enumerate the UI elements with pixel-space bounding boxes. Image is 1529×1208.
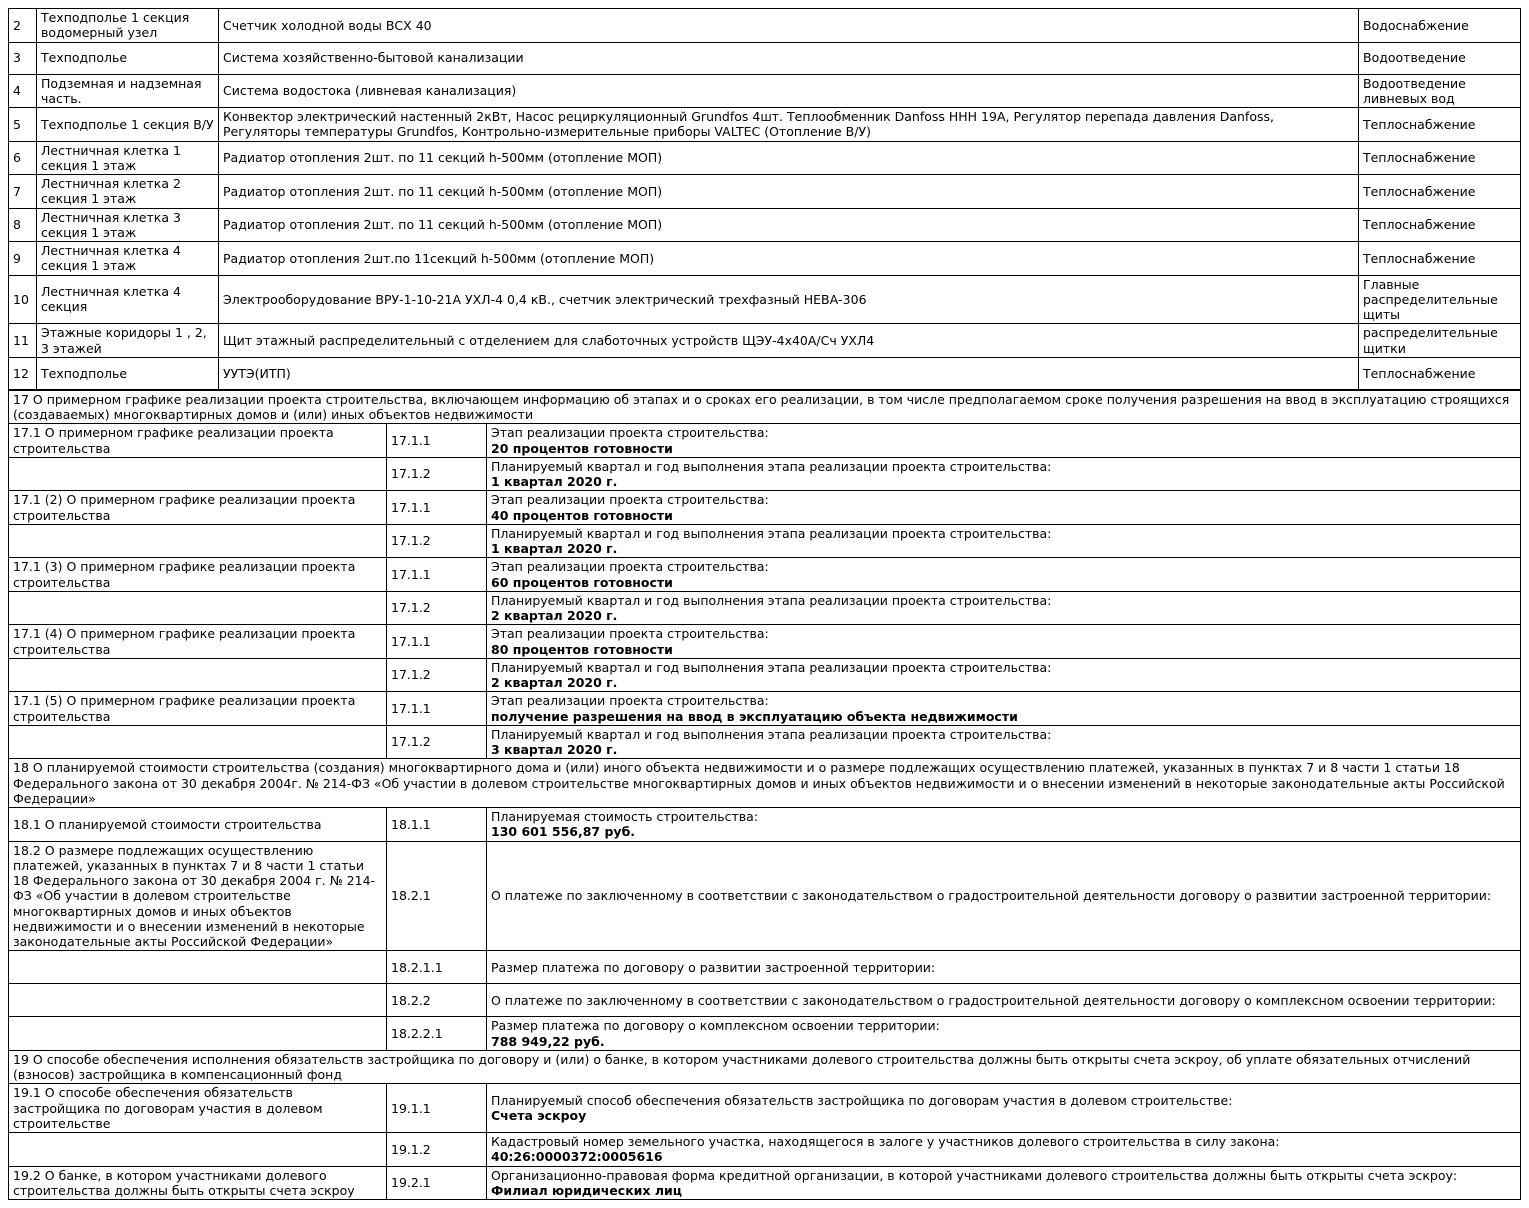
cell-item-code: 17.1.2 — [387, 457, 487, 491]
cell-item-code: 17.1.1 — [387, 692, 487, 726]
content-text: Планируемая стоимость строительства: — [491, 809, 759, 824]
equipment-row — [9, 175, 1521, 209]
cell-item-content — [487, 692, 1521, 726]
cell-item-label: 17.1 О примерном графике реализации проекта строительства — [9, 424, 387, 458]
cell-item-content — [487, 725, 1521, 759]
cell-item-content — [487, 808, 1521, 842]
cell-item-content — [487, 524, 1521, 558]
section-header-row — [9, 390, 1521, 424]
cell-row-number: 11 — [9, 324, 37, 358]
cell-item-content — [487, 424, 1521, 458]
cell-location: Техподполье 1 секция водомерный узел — [37, 9, 219, 43]
cell-item-code: 18.2.2.1 — [387, 1017, 487, 1051]
cell-item-label: 17.1 (3) О примерном графике реализации проекта строительства — [9, 558, 387, 592]
content-text: О платеже по заключенному в соответствии с законодательством о градостроительной деятельности договору о комплексном освоении территории: — [491, 992, 1496, 1008]
cell-item-label: 17.1 (5) О примерном графике реализации проекта строительства — [9, 692, 387, 726]
cell-item-content — [487, 1133, 1521, 1167]
cell-item-label — [9, 725, 387, 759]
section-row — [9, 524, 1521, 558]
equipment-row — [9, 108, 1521, 142]
cell-item-code: 17.1.1 — [387, 625, 487, 659]
content-value: получение разрешения на ввод в эксплуатацию объекта недвижимости — [491, 708, 1018, 724]
cell-description: Радиатор отопления 2шт.по 11секций h-500мм (отопление МОП) — [219, 242, 1359, 276]
cell-description: Радиатор отопления 2шт. по 11 секций h-500мм (отопление МОП) — [219, 141, 1359, 175]
cell-location: Техподполье — [37, 357, 219, 389]
cell-item-label: 17.1 (2) О примерном графике реализации проекта строительства — [9, 491, 387, 525]
cell-description: Конвектор электрический настенный 2кВт, Насос рециркуляционный Grundfos 4шт. Теплообменник Danfoss HHН 19А, Регулятор перепада давления Danfoss, Регуляторы температуры Grundfos, Контрольно-измерительные приборы VALTEC (Отопление В/У) — [219, 108, 1359, 142]
section-table-17 — [8, 390, 1521, 760]
cell-item-content — [487, 491, 1521, 525]
section-row — [9, 625, 1521, 659]
cell-row-number: 6 — [9, 141, 37, 175]
cell-location: Техподполье — [37, 42, 219, 74]
cell-item-content — [487, 1166, 1521, 1200]
content-text: Этап реализации проекта строительства: — [491, 559, 769, 575]
section-row — [9, 951, 1521, 984]
cell-category: Главные распределительные щиты — [1359, 275, 1521, 324]
section-title-18: 18 О планируемой стоимости строительства (создания) многоквартирного дома и (или) иного объекта недвижимости и о размере подлежащих осуществлению платежей, указанных в пунктах 7 и 8 части 1 статьи 18 Федерального закона от 30 декабря 2004г. № 214-ФЗ «Об участии в долевом строительстве многоквартирных домов и иных объектов недвижимости и о внесении изменений в некоторые законодательные акты Российской Федерации» — [9, 759, 1521, 808]
cell-item-content — [487, 841, 1521, 951]
cell-item-label: 19.1 О способе обеспечения обязательств застройщика по договорам участия в долевом строительстве — [9, 1084, 387, 1133]
content-text: Этап реализации проекта строительства: — [491, 492, 769, 508]
cell-item-label — [9, 984, 387, 1017]
cell-item-label — [9, 1017, 387, 1051]
cell-description: Щит этажный распределительный с отделением для слаботочных устройств ЩЭУ-4х40А/Сч УХЛ4 — [219, 324, 1359, 358]
equipment-table — [8, 8, 1521, 390]
cell-category: Теплоснабжение — [1359, 141, 1521, 175]
cell-description: Система хозяйственно-бытовой канализации — [219, 42, 1359, 74]
cell-location: Лестничная клетка 1 секция 1 этаж — [37, 141, 219, 175]
content-text: Планируемый квартал и год выполнения этапа реализации проекта строительства: — [491, 726, 1052, 742]
cell-item-content — [487, 1084, 1521, 1133]
cell-location: Техподполье 1 секция В/У — [37, 108, 219, 142]
cell-description: Радиатор отопления 2шт. по 11 секций h-500мм (отопление МОП) — [219, 208, 1359, 242]
section-row — [9, 1017, 1521, 1051]
content-text: Планируемый квартал и год выполнения этапа реализации проекта строительства: — [491, 525, 1052, 541]
cell-item-code: 17.1.1 — [387, 424, 487, 458]
section-row — [9, 457, 1521, 491]
cell-location: Лестничная клетка 4 секция — [37, 275, 219, 324]
content-text: Этап реализации проекта строительства: — [491, 425, 769, 441]
sections — [8, 390, 1521, 1200]
cell-item-code: 19.1.2 — [387, 1133, 487, 1167]
cell-item-code: 18.2.1 — [387, 841, 487, 951]
content-text: Организационно-правовая форма кредитной организации, в которой участниками долевого строительства должны быть открыты счета эскроу: — [491, 1167, 1458, 1183]
cell-item-label: 18.2 О размере подлежащих осуществлению платежей, указанных в пунктах 7 и 8 части 1 статьи 18 Федерального закона от 30 декабря 2004 г. № 214-ФЗ «Об участии в долевом строительстве многоквартирных домов и иных объектов недвижимости и о внесении изменений в некоторые законодательные акты Российской Федерации» — [9, 841, 387, 951]
cell-item-content — [487, 558, 1521, 592]
content-value: 20 процентов готовности — [491, 440, 673, 456]
cell-location: Лестничная клетка 3 секция 1 этаж — [37, 208, 219, 242]
cell-item-content — [487, 951, 1521, 984]
section-title-17: 17 О примерном графике реализации проекта строительства, включающем информацию об этапах и о сроках его реализации, в том числе предполагаемом сроке получения разрешения на ввод в эксплуатацию строящихся (создаваемых) многоквартирных домов и (или) иных объектов недвижимости — [9, 390, 1521, 424]
cell-item-content — [487, 984, 1521, 1017]
content-value: 40 процентов готовности — [491, 507, 673, 523]
equipment-row — [9, 9, 1521, 43]
cell-location: Этажные коридоры 1 , 2, 3 этажей — [37, 324, 219, 358]
cell-category: Теплоснабжение — [1359, 175, 1521, 209]
cell-category: Водоотведение ливневых вод — [1359, 74, 1521, 108]
cell-item-content — [487, 457, 1521, 491]
cell-item-label: 17.1 (4) О примерном графике реализации проекта строительства — [9, 625, 387, 659]
content-value: Счета эскроу — [491, 1108, 587, 1124]
cell-item-code: 17.1.1 — [387, 558, 487, 592]
section-row — [9, 692, 1521, 726]
section-row — [9, 1084, 1521, 1133]
equipment-row — [9, 242, 1521, 276]
cell-category: Теплоснабжение — [1359, 208, 1521, 242]
cell-item-content — [487, 591, 1521, 625]
cell-item-label — [9, 591, 387, 625]
content-value: 788 949,22 руб. — [491, 1033, 605, 1049]
declaration-document — [8, 8, 1521, 1200]
content-value: 1 квартал 2020 г. — [491, 541, 618, 556]
cell-category: Теплоснабжение — [1359, 357, 1521, 389]
content-text: Планируемый квартал и год выполнения этапа реализации проекта строительства: — [491, 592, 1052, 608]
content-text: Этап реализации проекта строительства: — [491, 626, 769, 642]
section-title-19: 19 О способе обеспечения исполнения обязательств застройщика по договору и (или) о банке, в котором участниками долевого строительства должны быть открыты счета эскроу, об уплате обязательных отчислений (взносов) застройщика в компенсационный фонд — [9, 1050, 1521, 1084]
cell-item-code: 17.1.2 — [387, 591, 487, 625]
cell-row-number: 4 — [9, 74, 37, 108]
content-value: 2 квартал 2020 г. — [491, 608, 618, 623]
cell-item-content — [487, 658, 1521, 692]
cell-row-number: 9 — [9, 242, 37, 276]
cell-description: Радиатор отопления 2шт. по 11 секций h-500мм (отопление МОП) — [219, 175, 1359, 209]
content-value: 1 квартал 2020 г. — [491, 474, 618, 489]
cell-item-label — [9, 658, 387, 692]
cell-item-label — [9, 524, 387, 558]
cell-row-number: 5 — [9, 108, 37, 142]
equipment-row — [9, 208, 1521, 242]
cell-description: Система водостока (ливневая канализация) — [219, 74, 1359, 108]
cell-item-code: 18.2.2 — [387, 984, 487, 1017]
content-value: 40:26:0000372:0005616 — [491, 1149, 663, 1165]
content-value: 130 601 556,87 руб. — [491, 824, 636, 840]
content-text: Планируемый квартал и год выполнения этапа реализации проекта строительства: — [491, 659, 1052, 675]
section-row — [9, 984, 1521, 1017]
section-row — [9, 808, 1521, 842]
cell-description: Счетчик холодной воды ВСХ 40 — [219, 9, 1359, 43]
equipment-row — [9, 357, 1521, 389]
equipment-row — [9, 74, 1521, 108]
cell-item-label: 18.1 О планируемой стоимости строительства — [9, 808, 387, 842]
cell-row-number: 12 — [9, 357, 37, 389]
cell-item-content — [487, 1017, 1521, 1051]
section-table-18 — [8, 758, 1521, 1051]
cell-category: Водоснабжение — [1359, 9, 1521, 43]
cell-item-content — [487, 625, 1521, 659]
cell-category: Водоотведение — [1359, 42, 1521, 74]
content-text: Планируемый способ обеспечения обязательств застройщика по договорам участия в долевом строительстве: — [491, 1092, 1233, 1108]
section-row — [9, 1166, 1521, 1200]
equipment-row — [9, 42, 1521, 74]
content-text: Размер платежа по договору о комплексном освоении территории: — [491, 1018, 940, 1034]
section-header-row — [9, 1050, 1521, 1084]
section-row — [9, 424, 1521, 458]
cell-category: Теплоснабжение — [1359, 242, 1521, 276]
section-header-row — [9, 759, 1521, 808]
content-value: Филиал юридических лиц — [491, 1182, 683, 1198]
content-text: Размер платежа по договору о развитии застроенной территории: — [491, 959, 936, 975]
cell-category: распределительные щитки — [1359, 324, 1521, 358]
section-row — [9, 591, 1521, 625]
cell-row-number: 7 — [9, 175, 37, 209]
section-row — [9, 841, 1521, 951]
cell-row-number: 8 — [9, 208, 37, 242]
cell-location: Лестничная клетка 4 секция 1 этаж — [37, 242, 219, 276]
content-value: 3 квартал 2020 г. — [491, 742, 618, 757]
section-row — [9, 725, 1521, 759]
content-value: 60 процентов готовности — [491, 574, 673, 590]
section-row — [9, 491, 1521, 525]
cell-item-code: 18.1.1 — [387, 808, 487, 842]
section-table-19 — [8, 1050, 1521, 1200]
cell-item-code: 17.1.1 — [387, 491, 487, 525]
cell-item-code: 17.1.2 — [387, 725, 487, 759]
equipment-row — [9, 275, 1521, 324]
content-text: Планируемый квартал и год выполнения этапа реализации проекта строительства: — [491, 458, 1052, 474]
cell-item-label — [9, 457, 387, 491]
cell-item-label: 19.2 О банке, в котором участниками долевого строительства должны быть открыты счета эскроу — [9, 1166, 387, 1200]
content-text: Этап реализации проекта строительства: — [491, 693, 769, 709]
cell-item-code: 17.1.2 — [387, 524, 487, 558]
cell-location: Подземная и надземная часть. — [37, 74, 219, 108]
equipment-row — [9, 324, 1521, 358]
section-row — [9, 558, 1521, 592]
cell-item-label — [9, 1133, 387, 1167]
cell-description: УУТЭ(ИТП) — [219, 357, 1359, 389]
cell-category: Теплоснабжение — [1359, 108, 1521, 142]
cell-item-code: 19.1.1 — [387, 1084, 487, 1133]
content-value: 2 квартал 2020 г. — [491, 675, 618, 690]
cell-description: Электрооборудование ВРУ-1-10-21А УХЛ-4 0,4 кВ., счетчик электрический трехфазный НЕВА-306 — [219, 275, 1359, 324]
cell-item-code: 18.2.1.1 — [387, 951, 487, 984]
equipment-table-body — [9, 9, 1521, 390]
content-text: О платеже по заключенному в соответствии с законодательством о градостроительной деятельности договору о развитии застроенной территории: — [491, 888, 1492, 904]
content-value: 80 процентов готовности — [491, 641, 673, 657]
cell-item-code: 17.1.2 — [387, 658, 487, 692]
cell-item-label — [9, 951, 387, 984]
cell-item-code: 19.2.1 — [387, 1166, 487, 1200]
section-row — [9, 658, 1521, 692]
cell-row-number: 10 — [9, 275, 37, 324]
section-row — [9, 1133, 1521, 1167]
cell-row-number: 3 — [9, 42, 37, 74]
equipment-row — [9, 141, 1521, 175]
content-text: Кадастровый номер земельного участка, находящегося в залоге у участников долевого строительства в силу закона: — [491, 1134, 1280, 1149]
cell-row-number: 2 — [9, 9, 37, 43]
cell-location: Лестничная клетка 2 секция 1 этаж — [37, 175, 219, 209]
